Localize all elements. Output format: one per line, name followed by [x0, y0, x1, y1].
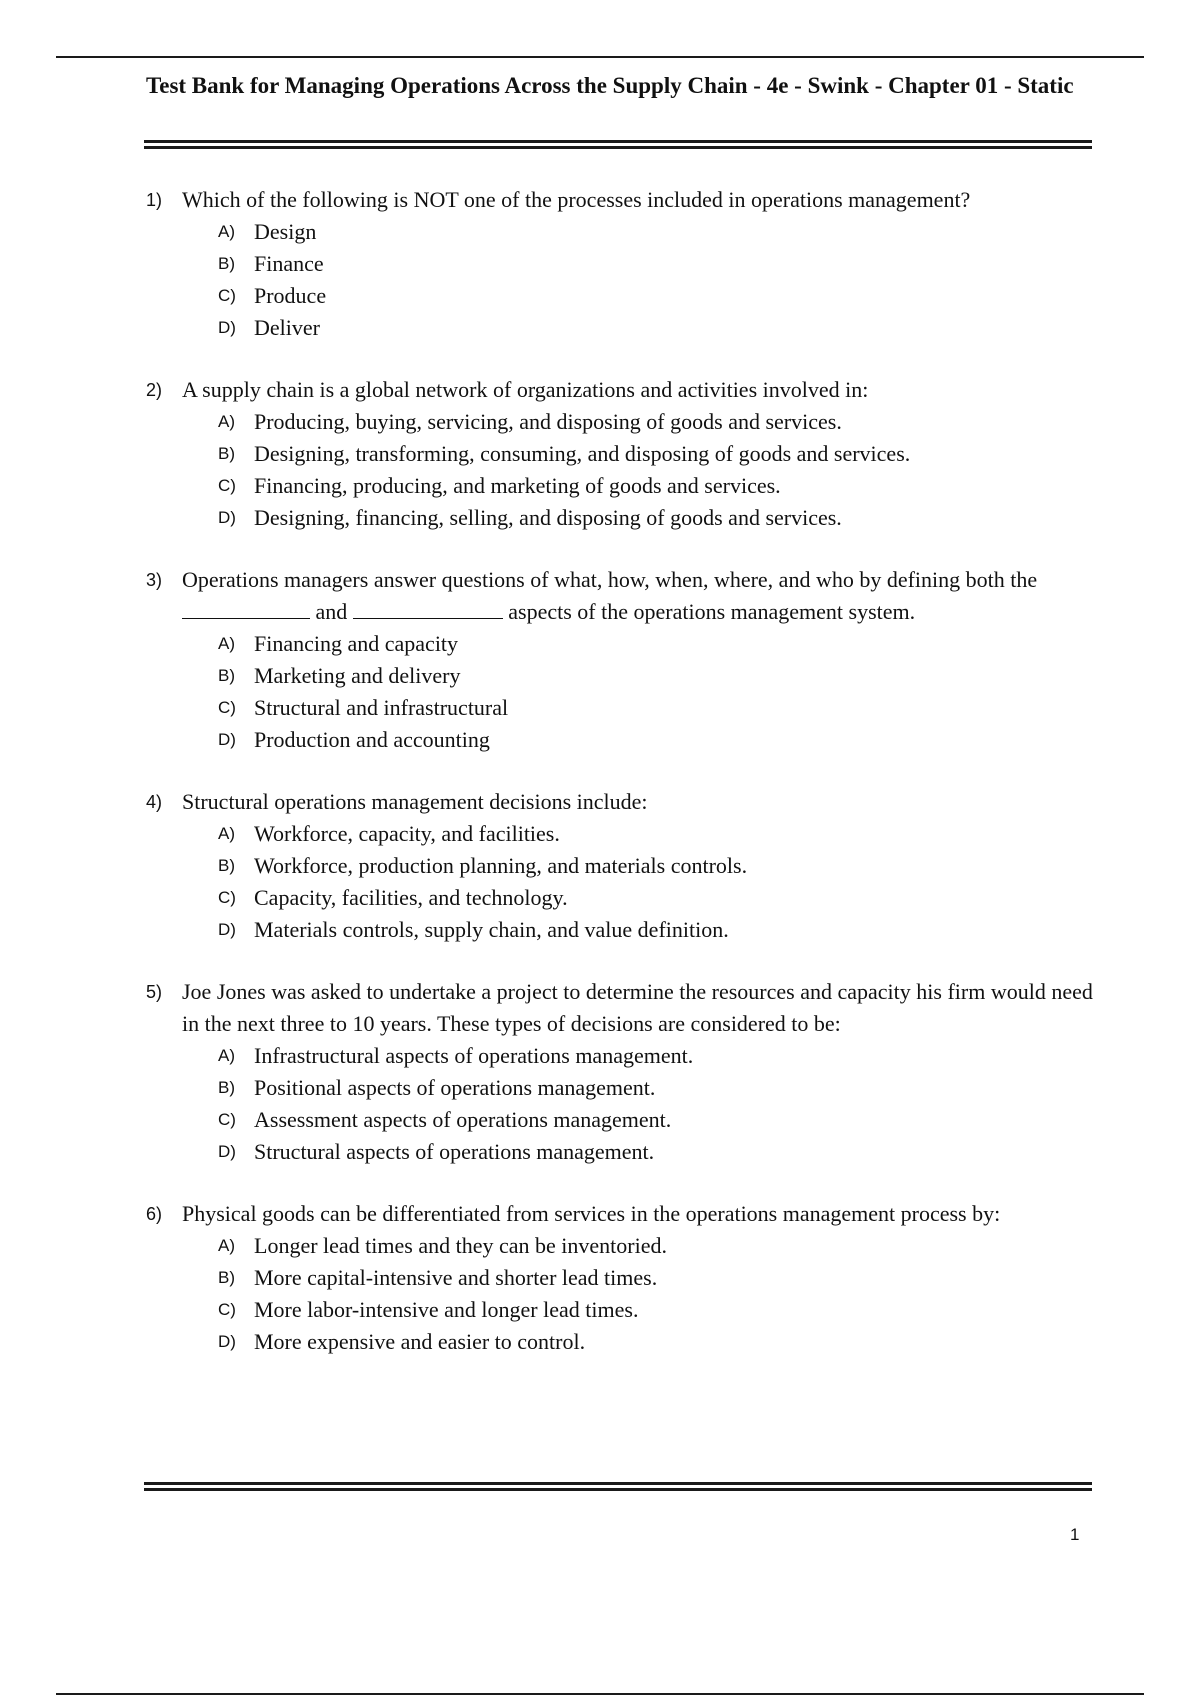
option-text: Workforce, production planning, and materials controls. — [254, 853, 748, 878]
option-c — [218, 1104, 1096, 1136]
option-a — [218, 818, 1096, 850]
option-label: A) — [218, 824, 235, 843]
option-list — [218, 628, 1096, 756]
footer-double-rule — [144, 1482, 1092, 1491]
option-c — [218, 1294, 1096, 1326]
option-a — [218, 406, 1096, 438]
option-b — [218, 438, 1096, 470]
option-b — [218, 660, 1096, 692]
option-text: Longer lead times and they can be inventoried. — [254, 1233, 667, 1258]
option-label: D) — [218, 1142, 236, 1161]
option-text: Deliver — [254, 315, 320, 340]
option-label: B) — [218, 1078, 235, 1097]
option-b — [218, 850, 1096, 882]
option-text: Infrastructural aspects of operations management. — [254, 1043, 694, 1068]
option-text: Structural aspects of operations management. — [254, 1139, 655, 1164]
question-4 — [146, 786, 1096, 946]
option-text: Positional aspects of operations management. — [254, 1075, 656, 1100]
option-label: C) — [218, 476, 236, 495]
option-text: Producing, buying, servicing, and disposing of goods and services. — [254, 409, 842, 434]
option-text: More capital-intensive and shorter lead times. — [254, 1265, 658, 1290]
option-label: D) — [218, 508, 236, 527]
question-text: A supply chain is a global network of organizations and activities involved in: — [182, 377, 869, 402]
option-text: Structural and infrastructural — [254, 695, 509, 720]
option-label: A) — [218, 1236, 235, 1255]
question-text-part: and — [315, 599, 348, 624]
page-title: Test Bank for Managing Operations Across the Supply Chain - 4e - Swink - Chapter 01 - Static — [146, 73, 1074, 98]
option-label: B) — [218, 254, 235, 273]
option-c — [218, 692, 1096, 724]
option-label: C) — [218, 1300, 236, 1319]
question-1 — [146, 184, 1096, 344]
option-label: A) — [218, 412, 235, 431]
option-c — [218, 470, 1096, 502]
option-label: A) — [218, 222, 235, 241]
question-number: 4) — [146, 792, 163, 812]
option-text: Designing, financing, selling, and disposing of goods and services. — [254, 505, 842, 530]
option-text: Materials controls, supply chain, and value definition. — [254, 917, 729, 942]
option-text: Capacity, facilities, and technology. — [254, 885, 568, 910]
option-list — [218, 818, 1096, 946]
option-c — [218, 882, 1096, 914]
question-number: 3) — [146, 570, 163, 590]
option-label: B) — [218, 856, 235, 875]
question-number: 6) — [146, 1204, 163, 1224]
option-text: Assessment aspects of operations management. — [254, 1107, 672, 1132]
option-a — [218, 1040, 1096, 1072]
question-text-part: aspects of the operations management system. — [508, 599, 916, 624]
option-d — [218, 914, 1096, 946]
option-label: D) — [218, 920, 236, 939]
option-label: D) — [218, 318, 236, 337]
option-d — [218, 1326, 1096, 1358]
option-text: Production and accounting — [254, 727, 490, 752]
option-a — [218, 628, 1096, 660]
option-list — [218, 406, 1096, 534]
option-b — [218, 1072, 1096, 1104]
option-list — [218, 216, 1096, 344]
answer-blank — [182, 598, 310, 619]
option-c — [218, 280, 1096, 312]
question-2 — [146, 374, 1096, 534]
option-label: B) — [218, 1268, 235, 1287]
option-text: Produce — [254, 283, 327, 308]
option-label: D) — [218, 730, 236, 749]
top-rule — [56, 56, 1144, 58]
option-text: Designing, transforming, consuming, and disposing of goods and services. — [254, 441, 911, 466]
question-text — [182, 564, 1096, 628]
bottom-rule — [56, 1693, 1144, 1695]
page-number: 1 — [1070, 1525, 1080, 1544]
option-b — [218, 1262, 1096, 1294]
option-text: Financing and capacity — [254, 631, 459, 656]
option-a — [218, 1230, 1096, 1262]
option-text: More labor-intensive and longer lead times. — [254, 1297, 639, 1322]
question-5 — [146, 976, 1096, 1168]
question-number: 2) — [146, 380, 163, 400]
answer-blank — [353, 598, 503, 619]
option-text: Design — [254, 219, 317, 244]
option-label: A) — [218, 1046, 235, 1065]
question-text: Structural operations management decisions include: — [182, 789, 648, 814]
question-list — [146, 184, 1096, 1388]
header-double-rule — [144, 140, 1092, 149]
option-d — [218, 724, 1096, 756]
question-text: Joe Jones was asked to undertake a project to determine the resources and capacity his firm would need in the next three to 10 years. These types of decisions are considered to be: — [182, 979, 1093, 1036]
option-list — [218, 1040, 1096, 1168]
option-list — [218, 1230, 1096, 1358]
option-label: C) — [218, 1110, 236, 1129]
question-3 — [146, 564, 1096, 756]
option-b — [218, 248, 1096, 280]
question-number: 5) — [146, 982, 163, 1002]
question-text-part: Operations managers answer questions of what, how, when, where, and who by defining both the — [182, 567, 1038, 592]
option-d — [218, 312, 1096, 344]
option-label: A) — [218, 634, 235, 653]
option-text: More expensive and easier to control. — [254, 1329, 586, 1354]
option-label: C) — [218, 286, 236, 305]
question-text: Which of the following is NOT one of the processes included in operations management? — [182, 187, 971, 212]
question-text: Physical goods can be differentiated from services in the operations management process by: — [182, 1201, 1001, 1226]
option-label: D) — [218, 1332, 236, 1351]
option-d — [218, 502, 1096, 534]
option-label: C) — [218, 698, 236, 717]
option-label: B) — [218, 666, 235, 685]
option-text: Financing, producing, and marketing of goods and services. — [254, 473, 781, 498]
option-label: C) — [218, 888, 236, 907]
option-a — [218, 216, 1096, 248]
option-label: B) — [218, 444, 235, 463]
option-text: Finance — [254, 251, 324, 276]
question-6 — [146, 1198, 1096, 1358]
option-d — [218, 1136, 1096, 1168]
question-number: 1) — [146, 190, 163, 210]
option-text: Marketing and delivery — [254, 663, 461, 688]
option-text: Workforce, capacity, and facilities. — [254, 821, 560, 846]
